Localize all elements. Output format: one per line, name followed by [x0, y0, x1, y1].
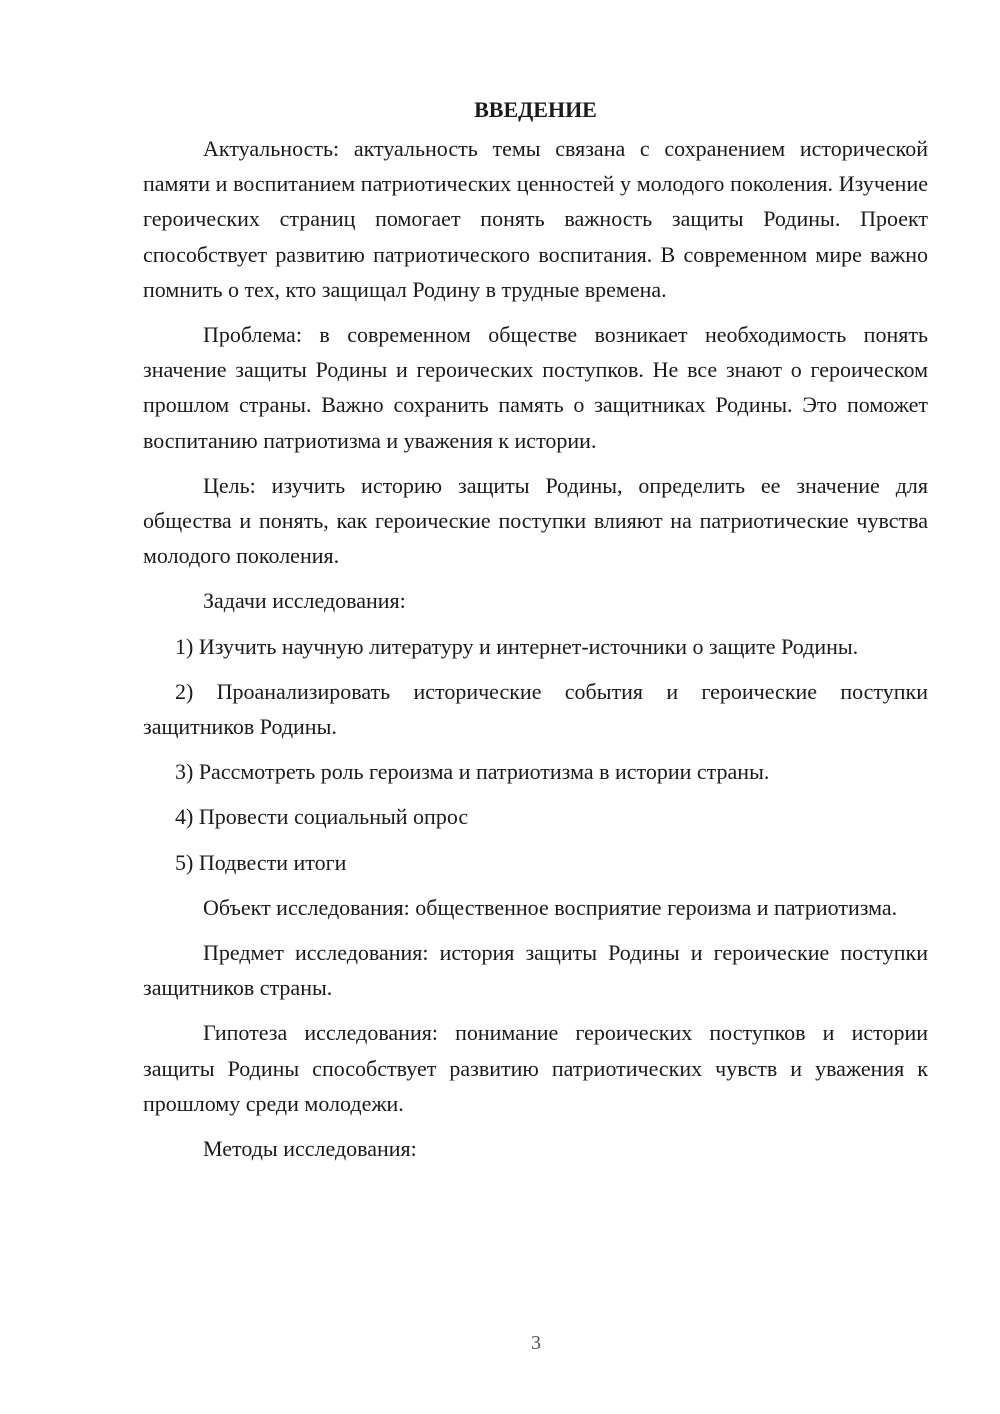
- paragraph-hypothesis: Гипотеза исследования: понимание героических поступков и истории защиты Родины способствует развитию патриотических чувств и уважения к прошлому среди молодежи.: [143, 1020, 928, 1116]
- task-item: 3) Рассмотреть роль героизма и патриотизма в истории страны.: [175, 759, 770, 785]
- paragraph-methods: Методы исследования:: [203, 1136, 417, 1162]
- document-page: [143, 92, 928, 1176]
- paragraph-goal: Цель: изучить историю защиты Родины, определить ее значение для общества и понять, как героические поступки влияют на патриотические чувства молодого поколения.: [143, 472, 928, 569]
- paragraph-object: Объект исследования: общественное восприятие героизма и патриотизма.: [203, 894, 898, 920]
- paragraph-subject: Предмет исследования: история защиты Родины и героические поступки защитников страны.: [143, 940, 928, 1001]
- task-item: 5) Подвести итоги: [175, 849, 347, 875]
- task-item: 2) Проанализировать исторические события и героические поступки защитников Родины.: [143, 678, 928, 740]
- page-title: ВВЕДЕНИЕ: [474, 97, 597, 122]
- paragraph-problem: Проблема: в современном обществе возникает необходимость понять значение защиты Родины и героических поступков. Не все знают о героическом прошлом страны. Важно сохранить память о защитниках Родины. Это поможет воспитанию патриотизма и уважения к истории.: [143, 322, 928, 453]
- paragraph-relevance: Актуальность: актуальность темы связана с сохранением исторической памяти и воспитанием патриотических ценностей у молодого поколения. Изучение героических страниц помогает понять важность защиты Родины. Проект способствует развитию патриотического воспитания. В современном мире важно помнить о тех, кто защищал Родину в трудные времена.: [143, 136, 928, 302]
- page-number: 3: [531, 1332, 541, 1354]
- task-item: 4) Провести социальный опрос: [175, 804, 469, 830]
- paragraph-tasks-heading: Задачи исследования:: [203, 588, 406, 614]
- task-item: 1) Изучить научную литературу и интернет-источники о защите Родины.: [175, 633, 859, 659]
